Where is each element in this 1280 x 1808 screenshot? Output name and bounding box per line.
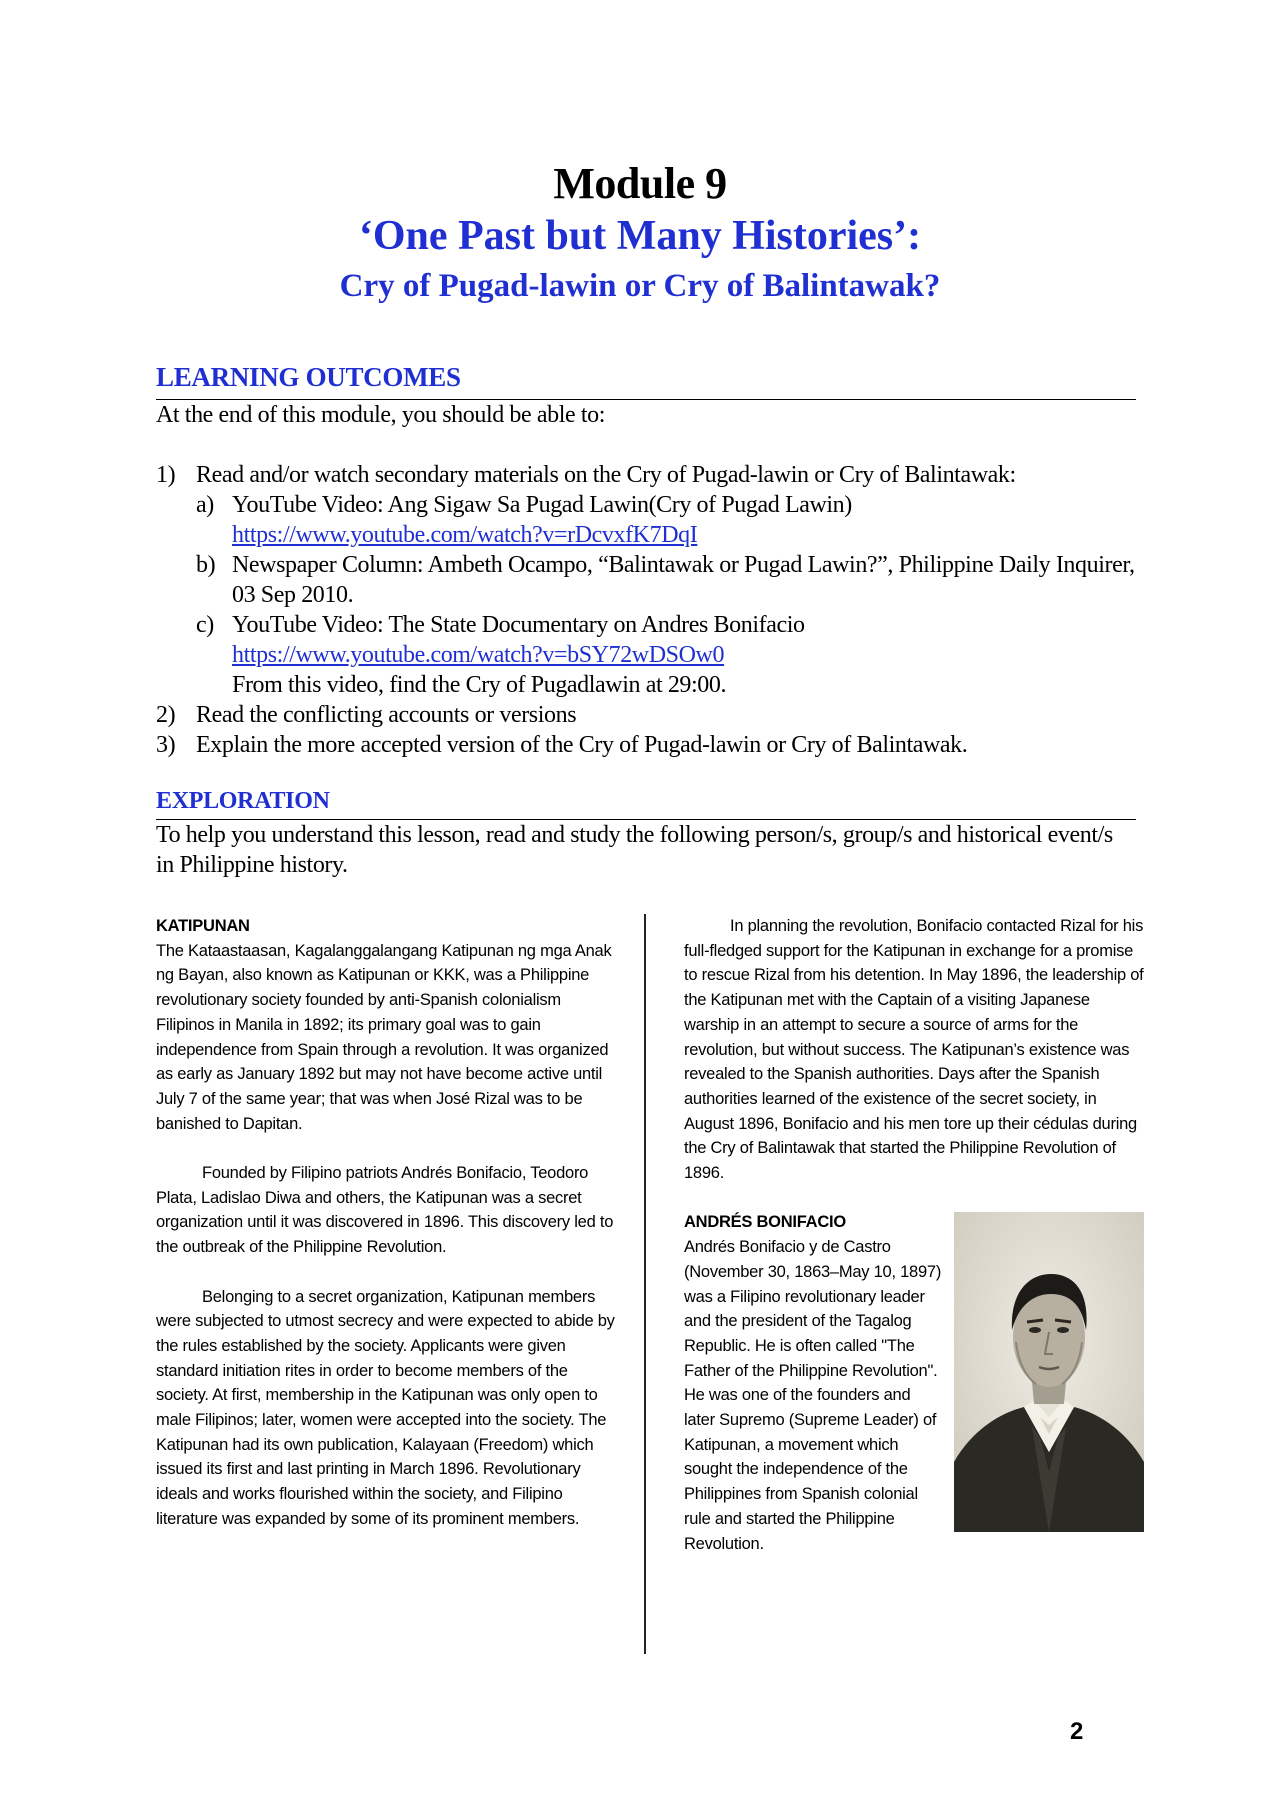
module-title: Module 9 bbox=[553, 159, 727, 208]
list-number: 3) bbox=[156, 732, 176, 758]
sub-list-item bbox=[156, 490, 1136, 550]
column-divider bbox=[644, 914, 646, 1654]
list-number: 1) bbox=[156, 462, 176, 488]
list-item bbox=[156, 700, 1136, 730]
exploration-heading: EXPLORATION bbox=[156, 788, 330, 814]
list-item-text: Read and/or watch secondary materials on the Cry of Pugad-lawin or Cry of Balintawak: bbox=[196, 462, 1016, 488]
sub-list-text: YouTube Video: Ang Sigaw Sa Pugad Lawin(Cry of Pugad Lawin) bbox=[232, 492, 852, 518]
bonifacio-heading: ANDRÉS BONIFACIO bbox=[684, 1213, 846, 1232]
paragraph: Andrés Bonifacio y de Castro (November 30, 1863–May 10, 1897) was a Filipino revolutionary leader and the president of the Tagalog Republic. He is often called "The Father of the Philippine Revolution". He was one of the founders and later Supremo (Supreme Leader) of Katipunan, a movement which sought the independence of the Philippines from Spanish colonial rule and started the Philippine Revolution. bbox=[684, 1238, 942, 1553]
right-column bbox=[684, 914, 1144, 1556]
bonifacio-section bbox=[684, 1210, 1144, 1556]
katipunan-heading: KATIPUNAN bbox=[156, 917, 250, 935]
module-question: Cry of Pugad-lawin or Cry of Balintawak? bbox=[339, 268, 941, 304]
sub-list-letter: a) bbox=[196, 492, 214, 518]
youtube-link[interactable]: https://www.youtube.com/watch?v=bSY72wDSOw0 bbox=[232, 642, 725, 668]
sub-list-note: From this video, find the Cry of Pugadlawin at 29:00. bbox=[232, 672, 727, 698]
list-item-text: Read the conflicting accounts or versions bbox=[196, 702, 577, 728]
exploration-intro: To help you understand this lesson, read and study the following person/s, group/s and historical event/s in Philippine history. bbox=[156, 822, 1113, 878]
list-item bbox=[156, 730, 1136, 760]
list-item-text: Explain the more accepted version of the Cry of Pugad-lawin or Cry of Balintawak. bbox=[196, 732, 968, 758]
sub-list-letter: b) bbox=[196, 552, 216, 578]
paragraph: The Kataastaasan, Kagalanggalangang Katipunan ng mga Anak ng Bayan, also known as Katipunan or KKK, was a Philippine revolutionary society founded by anti-Spanish colonialism Filipinos in Manila in 1892; its primary goal was to gain independence from Spain through a revolution. It was organized as early as January 1892 but may not have become active until July 7 of the same year; that was when José Rizal was to be banished to Dapitan. bbox=[156, 941, 612, 1133]
page-number: 2 bbox=[1070, 1718, 1084, 1745]
module-subtitle: ‘One Past but Many Histories’: bbox=[358, 213, 922, 259]
paragraph: Founded by Filipino patriots Andrés Bonifacio, Teodoro Plata, Ladislao Diwa and others, the Katipunan was a secret organization until it was discovered in 1896. This discovery led to the outbreak of the Philippine Revolution. bbox=[156, 1164, 614, 1257]
title-block bbox=[0, 158, 1280, 308]
sub-list-item bbox=[156, 610, 1136, 700]
paragraph: Belonging to a secret organization, Katipunan members were subjected to utmost secrecy and were expected to abide by the rules established by the society. Applicants were given standard initiation rites in order to become members of the society. At first, membership in the Katipunan was only open to male Filipinos; later, women were accepted into the society. The Katipunan had its own publication, Kalayaan (Freedom) which issued its first and last printing in March 1896. Revolutionary ideals and works flourished within the society, and Filipino literature was expanded by some of its prominent members. bbox=[156, 1287, 615, 1528]
learning-outcomes-list bbox=[156, 460, 1136, 760]
sub-list-letter: c) bbox=[196, 612, 214, 638]
list-item bbox=[156, 460, 1136, 490]
portrait-icon bbox=[954, 1212, 1144, 1532]
list-number: 2) bbox=[156, 702, 176, 728]
sub-list-item bbox=[156, 550, 1136, 610]
sub-list-text: YouTube Video: The State Documentary on Andres Bonifacio bbox=[232, 612, 805, 638]
youtube-link[interactable]: https://www.youtube.com/watch?v=rDcvxfK7DqI bbox=[232, 522, 698, 548]
paragraph: In planning the revolution, Bonifacio contacted Rizal for his full-fledged support for the Katipunan in exchange for a promise to rescue Rizal from his detention. In May 1896, the leadership of the Katipunan met with the Captain of a visiting Japanese warship in an attempt to secure a source of arms for the revolution, but without success. The Katipunan’s existence was revealed to the Spanish authorities. Days after the Spanish authorities learned of the existence of the secret society, in August 1896, Bonifacio and his men tore up their cédulas during the Cry of Balintawak that started the Philippine Revolution of 1896. bbox=[684, 917, 1144, 1183]
left-column bbox=[156, 914, 616, 1532]
sub-list-text: Newspaper Column: Ambeth Ocampo, “Balintawak or Pugad Lawin?”, Philippine Daily Inquirer, 03 Sep 2010. bbox=[232, 552, 1135, 608]
learning-outcomes-heading: LEARNING OUTCOMES bbox=[156, 362, 461, 392]
learning-outcomes-intro: At the end of this module, you should be able to: bbox=[156, 402, 605, 428]
